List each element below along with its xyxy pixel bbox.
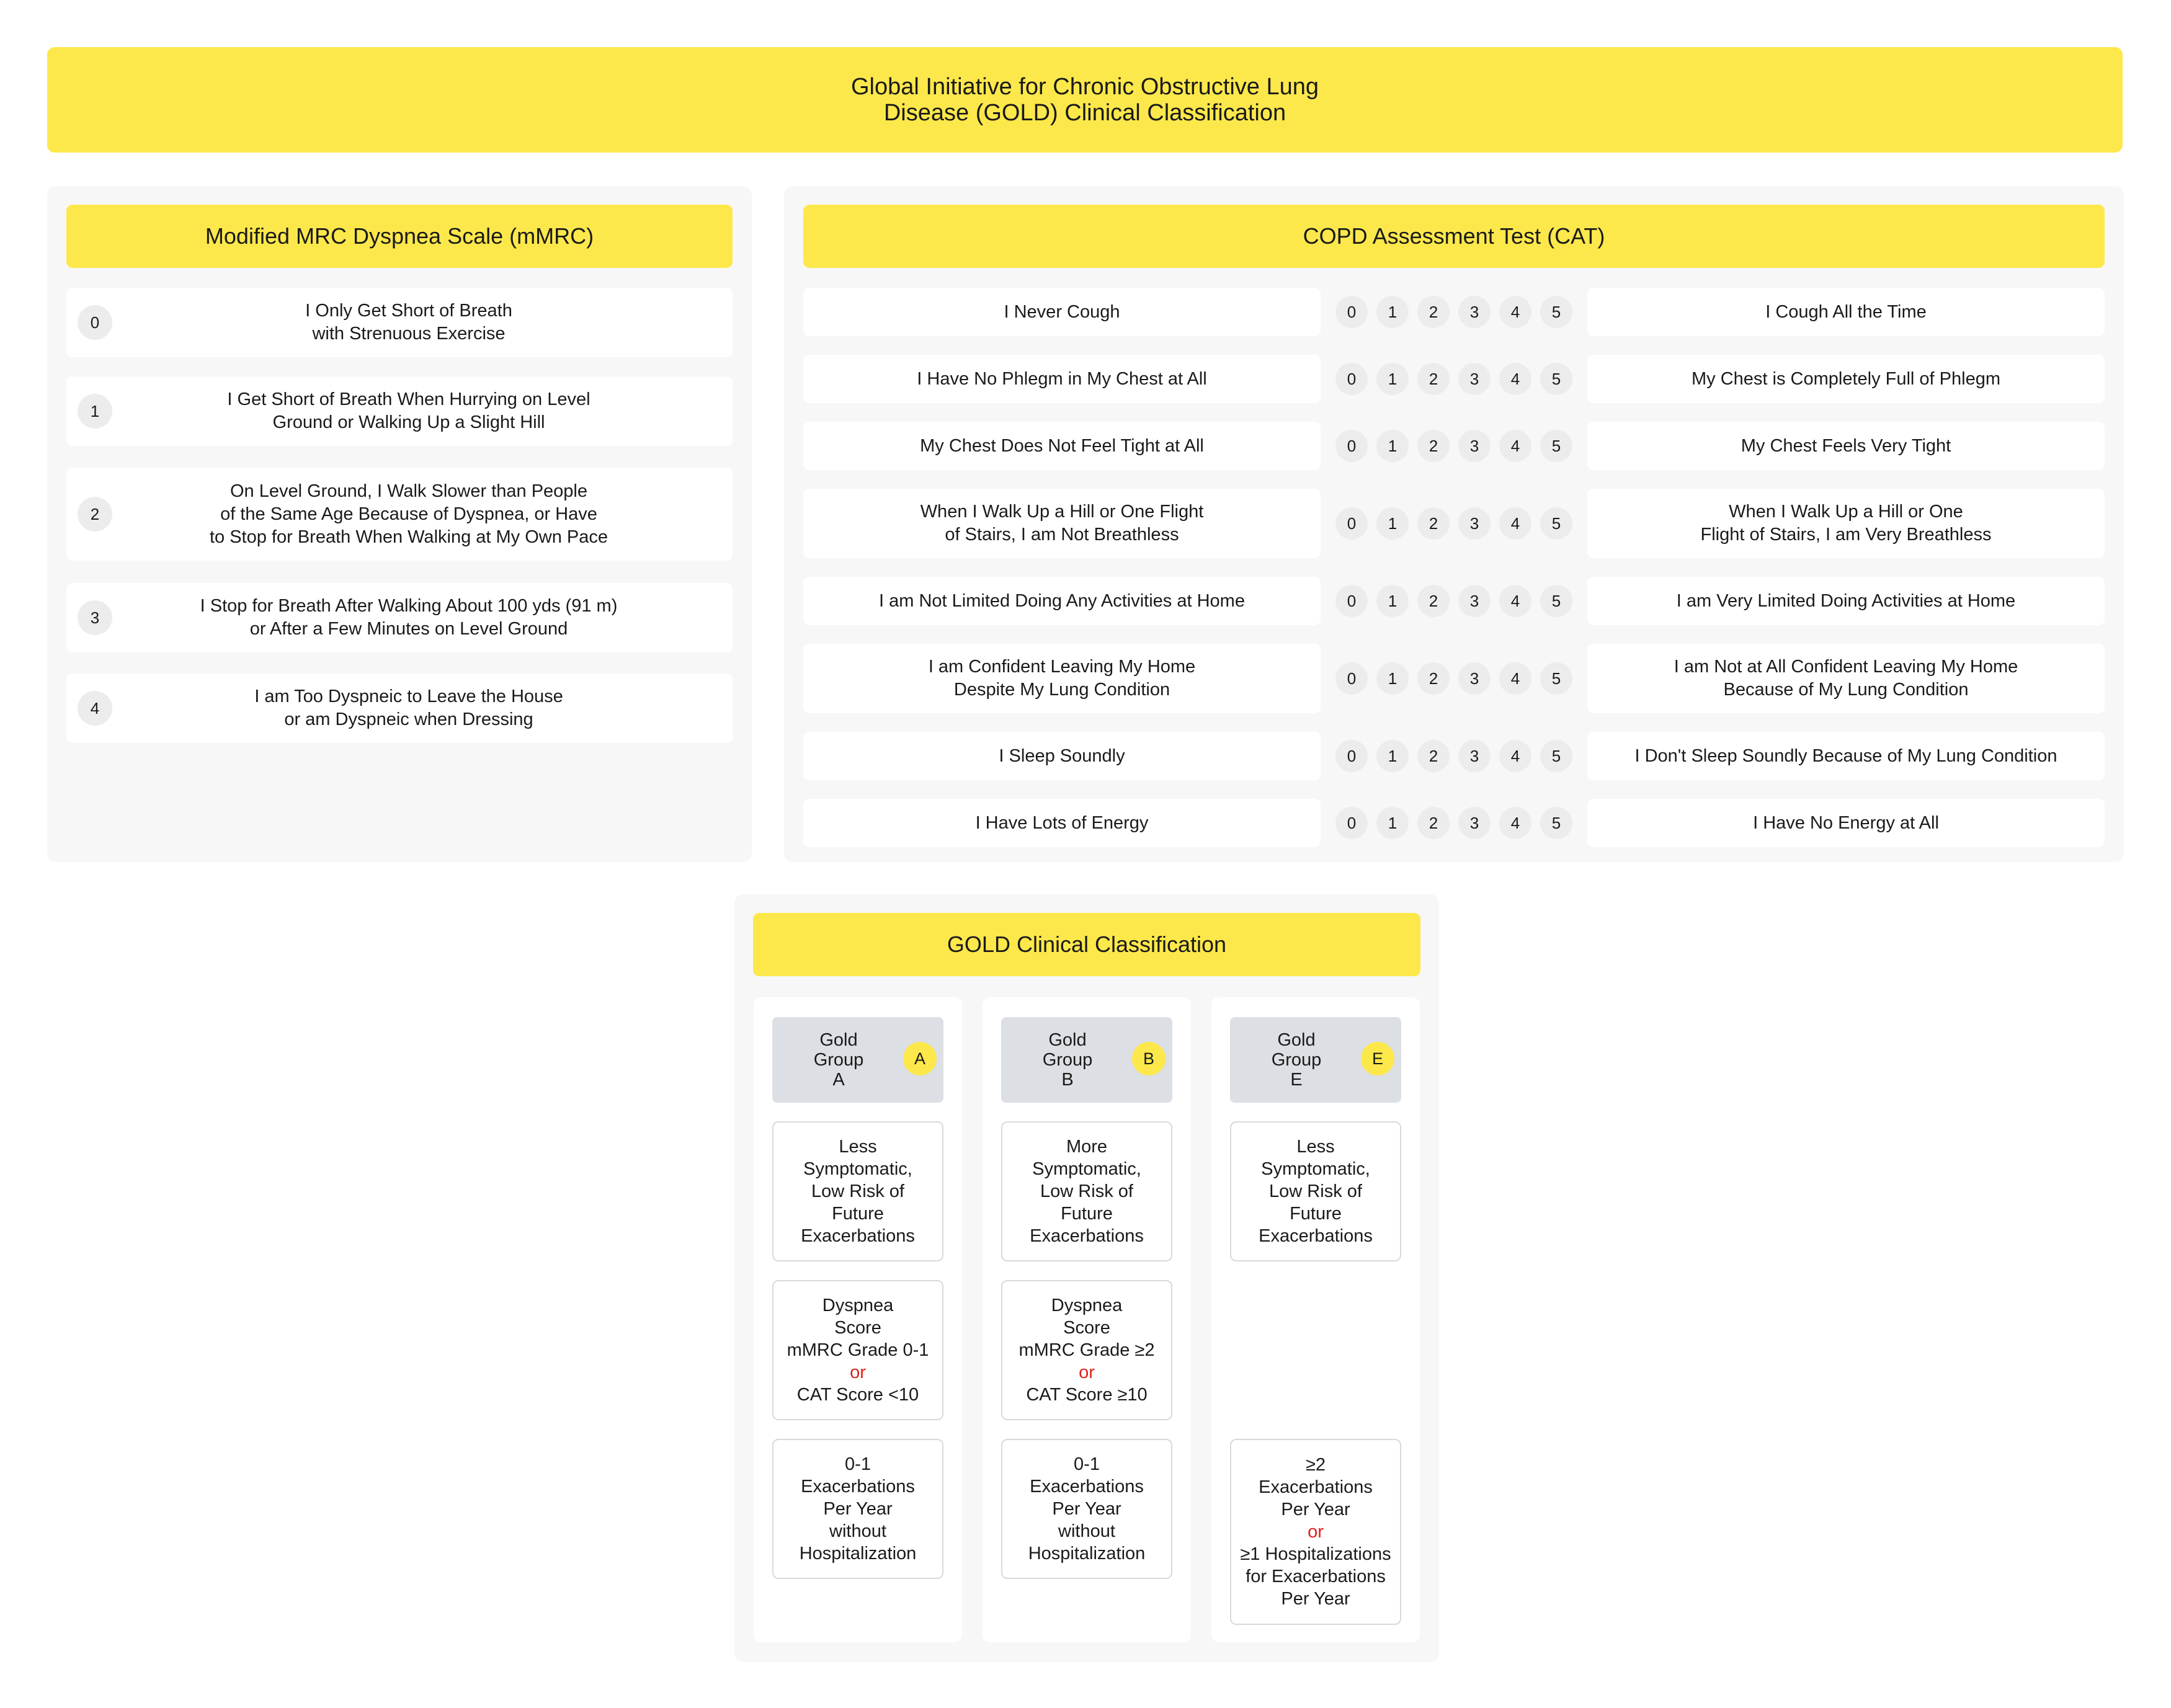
mmrc-description	[66, 685, 733, 731]
cat-score-2: 2	[1417, 507, 1450, 540]
cat-score-5: 5	[1540, 507, 1572, 540]
cat-right-statement	[1587, 644, 2105, 713]
mmrc-description	[66, 595, 733, 641]
exac-line: ≥2	[1305, 1455, 1326, 1475]
gold-group-label-line: B	[1061, 1070, 1074, 1090]
cat-left-statement	[803, 422, 1321, 470]
dyspnea-line: mMRC Grade 0-1	[787, 1340, 929, 1360]
cat-statement-line: I Sleep Soundly	[999, 745, 1125, 766]
cat-score-3: 3	[1458, 740, 1491, 772]
exac-line: Exacerbations	[801, 1477, 915, 1497]
exac-line: Per Year	[1281, 1589, 1350, 1609]
title-line-1: Global Initiative for Chronic Obstructive Lung	[850, 74, 1319, 100]
cat-score-0: 0	[1335, 430, 1368, 462]
gold-group-b-header	[1001, 1017, 1172, 1103]
cat-score-1: 1	[1376, 662, 1409, 695]
cat-row	[803, 577, 2105, 625]
cat-left-statement	[803, 799, 1321, 847]
cat-score-0: 0	[1335, 507, 1368, 540]
mmrc-line: I Only Get Short of Breath	[305, 301, 512, 321]
cat-score-0: 0	[1335, 740, 1368, 772]
mmrc-line: I Get Short of Breath When Hurrying on Level	[227, 389, 591, 409]
exac-line: Per Year	[823, 1499, 893, 1519]
cat-score-5: 5	[1540, 807, 1572, 839]
gold-group-label-line: Gold	[1277, 1030, 1316, 1050]
cat-statement-line: When I Walk Up a Hill or One	[1729, 502, 1963, 522]
cat-panel	[784, 186, 2124, 862]
mmrc-grade-badge: 2	[78, 497, 112, 532]
cat-left-statement	[803, 288, 1321, 336]
gold-group-label	[1001, 1017, 1134, 1103]
desc-line: Low Risk of	[811, 1181, 904, 1201]
desc-line: Symptomatic,	[803, 1159, 912, 1179]
cat-statement-line: I Cough All the Time	[1765, 301, 1927, 322]
cat-score-2: 2	[1417, 585, 1450, 617]
cat-score-2: 2	[1417, 740, 1450, 772]
dyspnea-line: Score	[1063, 1318, 1110, 1338]
gold-group-letter-badge: A	[903, 1042, 937, 1075]
desc-line: Future	[1290, 1204, 1342, 1224]
cat-score-scale	[1332, 489, 1576, 558]
mmrc-description	[66, 480, 733, 549]
title-line-2: Disease (GOLD) Clinical Classification	[883, 100, 1286, 126]
cat-score-1: 1	[1376, 585, 1409, 617]
cat-right-statement	[1587, 577, 2105, 625]
cat-score-3: 3	[1458, 363, 1491, 395]
cat-right-statement	[1587, 732, 2105, 780]
mmrc-description	[66, 300, 733, 345]
mmrc-line: I Stop for Breath After Walking About 100 yds (91 m)	[200, 596, 618, 616]
desc-line: Exacerbations	[801, 1226, 915, 1246]
or-separator: or	[1308, 1522, 1324, 1542]
cat-right-statement	[1587, 355, 2105, 403]
gold-group-b-description	[1001, 1121, 1172, 1261]
desc-line: Exacerbations	[1030, 1226, 1144, 1246]
cat-score-1: 1	[1376, 740, 1409, 772]
cat-score-scale	[1332, 355, 1576, 403]
or-separator: or	[850, 1363, 866, 1382]
mmrc-line: of the Same Age Because of Dyspnea, or Have	[220, 504, 597, 524]
exac-line: without	[829, 1521, 886, 1541]
cat-row	[803, 644, 2105, 713]
gold-group-e-description	[1230, 1121, 1401, 1261]
cat-row	[803, 288, 2105, 336]
dyspnea-line: mMRC Grade ≥2	[1019, 1340, 1155, 1360]
dyspnea-line: CAT Score ≥10	[1026, 1385, 1148, 1405]
cat-left-statement	[803, 489, 1321, 558]
desc-line: Less	[1296, 1137, 1335, 1157]
desc-line: Less	[839, 1137, 877, 1157]
gold-group-a-header	[772, 1017, 943, 1103]
cat-score-4: 4	[1499, 507, 1531, 540]
cat-row	[803, 355, 2105, 403]
cat-score-5: 5	[1540, 363, 1572, 395]
cat-statement-line: I am Not Limited Doing Any Activities at Home	[879, 590, 1245, 611]
cat-score-scale	[1332, 288, 1576, 336]
mmrc-line: or am Dyspneic when Dressing	[284, 709, 533, 729]
cat-statement-line: My Chest Feels Very Tight	[1741, 435, 1951, 456]
cat-score-5: 5	[1540, 585, 1572, 617]
mmrc-header: Modified MRC Dyspnea Scale (mMRC)	[66, 205, 733, 268]
gold-header: GOLD Clinical Classification	[753, 913, 1420, 976]
cat-score-scale	[1332, 422, 1576, 470]
cat-score-0: 0	[1335, 585, 1368, 617]
cat-statement-line: I Have Lots of Energy	[975, 812, 1149, 833]
gold-group-a-column	[754, 997, 962, 1642]
mmrc-row-3	[66, 583, 733, 652]
mmrc-line: On Level Ground, I Walk Slower than People	[230, 481, 587, 501]
gold-group-letter-badge: B	[1132, 1042, 1166, 1075]
cat-statement-line: Flight of Stairs, I am Very Breathless	[1700, 525, 1992, 545]
gold-group-b-dyspnea-score	[1001, 1280, 1172, 1420]
cat-statement-line: I Have No Energy at All	[1753, 812, 1939, 833]
mmrc-row-2	[66, 468, 733, 561]
cat-score-1: 1	[1376, 296, 1409, 328]
mmrc-grade-badge: 0	[78, 305, 112, 340]
mmrc-row-4	[66, 674, 733, 743]
gold-group-label-line: Group	[1271, 1050, 1322, 1070]
mmrc-line: with Strenuous Exercise	[312, 324, 506, 344]
cat-score-3: 3	[1458, 807, 1491, 839]
gold-group-b-column	[983, 997, 1191, 1642]
cat-score-1: 1	[1376, 507, 1409, 540]
desc-line: Low Risk of	[1269, 1181, 1362, 1201]
exac-line: 0-1	[1074, 1454, 1100, 1474]
mmrc-grade-badge: 4	[78, 691, 112, 726]
cat-score-4: 4	[1499, 363, 1531, 395]
desc-line: Future	[832, 1204, 884, 1224]
cat-score-0: 0	[1335, 662, 1368, 695]
mmrc-line: Ground or Walking Up a Slight Hill	[272, 412, 545, 432]
cat-score-1: 1	[1376, 363, 1409, 395]
cat-row	[803, 732, 2105, 780]
cat-score-0: 0	[1335, 807, 1368, 839]
cat-row	[803, 422, 2105, 470]
mmrc-line: to Stop for Breath When Walking at My Own Pace	[209, 527, 609, 547]
cat-statement-line: Despite My Lung Condition	[953, 680, 1170, 700]
cat-score-2: 2	[1417, 363, 1450, 395]
cat-statement-line: My Chest Does Not Feel Tight at All	[920, 435, 1204, 456]
desc-line: Symptomatic,	[1032, 1159, 1141, 1179]
cat-statement-line: My Chest is Completely Full of Phlegm	[1692, 368, 2000, 389]
cat-score-4: 4	[1499, 740, 1531, 772]
desc-line: Low Risk of	[1040, 1181, 1133, 1201]
dyspnea-line: Score	[834, 1318, 881, 1338]
cat-score-2: 2	[1417, 296, 1450, 328]
mmrc-panel	[47, 186, 752, 862]
cat-score-scale	[1332, 577, 1576, 625]
mmrc-row-0	[66, 288, 733, 357]
cat-score-2: 2	[1417, 662, 1450, 695]
exac-line: without	[1058, 1521, 1115, 1541]
cat-right-statement	[1587, 422, 2105, 470]
exac-line: for Exacerbations	[1246, 1567, 1386, 1586]
cat-left-statement	[803, 577, 1321, 625]
cat-score-3: 3	[1458, 585, 1491, 617]
cat-score-2: 2	[1417, 807, 1450, 839]
cat-score-5: 5	[1540, 662, 1572, 695]
cat-statement-line: I am Confident Leaving My Home	[928, 657, 1196, 677]
cat-score-3: 3	[1458, 662, 1491, 695]
gold-group-label	[772, 1017, 905, 1103]
cat-score-0: 0	[1335, 296, 1368, 328]
cat-row	[803, 799, 2105, 847]
title-banner	[47, 47, 2123, 153]
mmrc-description	[66, 388, 733, 434]
cat-statement-line: When I Walk Up a Hill or One Flight	[920, 502, 1204, 522]
cat-score-scale	[1332, 732, 1576, 780]
gold-group-e-exacerbations	[1230, 1439, 1401, 1625]
gold-group-label	[1230, 1017, 1363, 1103]
gold-group-a-description	[772, 1121, 943, 1261]
cat-score-1: 1	[1376, 807, 1409, 839]
cat-score-3: 3	[1458, 430, 1491, 462]
desc-line: More	[1066, 1137, 1108, 1157]
gold-group-letter-badge: E	[1361, 1042, 1394, 1075]
gold-group-a-dyspnea-score	[772, 1280, 943, 1420]
gold-group-label-line: Group	[813, 1050, 864, 1070]
cat-score-3: 3	[1458, 507, 1491, 540]
exac-line: Hospitalization	[799, 1544, 917, 1563]
cat-score-4: 4	[1499, 296, 1531, 328]
cat-left-statement	[803, 644, 1321, 713]
cat-statement-line: I Don't Sleep Soundly Because of My Lung Condition	[1634, 745, 2057, 766]
mmrc-line: or After a Few Minutes on Level Ground	[249, 619, 568, 639]
exac-line: Hospitalization	[1028, 1544, 1146, 1563]
cat-statement-line: I Never Cough	[1004, 301, 1120, 322]
exac-line: Per Year	[1052, 1499, 1121, 1519]
exac-line: Per Year	[1281, 1500, 1350, 1519]
cat-score-5: 5	[1540, 740, 1572, 772]
mmrc-line: I am Too Dyspneic to Leave the House	[254, 687, 563, 706]
cat-statement-line: I am Very Limited Doing Activities at Home	[1676, 590, 2016, 611]
cat-score-3: 3	[1458, 296, 1491, 328]
gold-group-e-column	[1211, 997, 1420, 1642]
exac-line: ≥1 Hospitalizations	[1240, 1544, 1391, 1564]
cat-header: COPD Assessment Test (CAT)	[803, 205, 2105, 268]
cat-score-scale	[1332, 644, 1576, 713]
dyspnea-line: Dyspnea	[1051, 1296, 1123, 1315]
cat-score-4: 4	[1499, 807, 1531, 839]
cat-statement-line: I am Not at All Confident Leaving My Home	[1674, 657, 2018, 677]
cat-score-0: 0	[1335, 363, 1368, 395]
exac-line: Exacerbations	[1259, 1477, 1373, 1497]
cat-left-statement	[803, 732, 1321, 780]
gold-group-label-line: E	[1290, 1070, 1303, 1090]
gold-group-e-header	[1230, 1017, 1401, 1103]
cat-right-statement	[1587, 489, 2105, 558]
gold-group-label-line: Group	[1042, 1050, 1093, 1070]
cat-right-statement	[1587, 288, 2105, 336]
gold-panel	[734, 894, 1439, 1662]
dyspnea-line: Dyspnea	[822, 1296, 894, 1315]
cat-right-statement	[1587, 799, 2105, 847]
cat-statement-line: of Stairs, I am Not Breathless	[945, 525, 1179, 545]
cat-score-1: 1	[1376, 430, 1409, 462]
cat-left-statement	[803, 355, 1321, 403]
gold-group-b-exacerbations	[1001, 1439, 1172, 1579]
gold-group-a-exacerbations	[772, 1439, 943, 1579]
cat-row	[803, 489, 2105, 558]
cat-statement-line: Because of My Lung Condition	[1723, 680, 1969, 700]
desc-line: Exacerbations	[1259, 1226, 1373, 1246]
mmrc-grade-badge: 1	[78, 394, 112, 429]
gold-group-label-line: Gold	[819, 1030, 858, 1050]
cat-score-scale	[1332, 799, 1576, 847]
or-separator: or	[1079, 1363, 1095, 1382]
cat-statement-line: I Have No Phlegm in My Chest at All	[917, 368, 1207, 389]
cat-score-4: 4	[1499, 585, 1531, 617]
cat-score-5: 5	[1540, 296, 1572, 328]
desc-line: Future	[1061, 1204, 1113, 1224]
desc-line: Symptomatic,	[1261, 1159, 1370, 1179]
cat-score-5: 5	[1540, 430, 1572, 462]
cat-score-2: 2	[1417, 430, 1450, 462]
dyspnea-line: CAT Score <10	[796, 1385, 919, 1405]
mmrc-grade-badge: 3	[78, 600, 112, 635]
exac-line: 0-1	[845, 1454, 871, 1474]
cat-score-4: 4	[1499, 662, 1531, 695]
gold-group-label-line: A	[832, 1070, 845, 1090]
cat-score-4: 4	[1499, 430, 1531, 462]
gold-group-label-line: Gold	[1048, 1030, 1087, 1050]
exac-line: Exacerbations	[1030, 1477, 1144, 1497]
mmrc-row-1	[66, 376, 733, 446]
